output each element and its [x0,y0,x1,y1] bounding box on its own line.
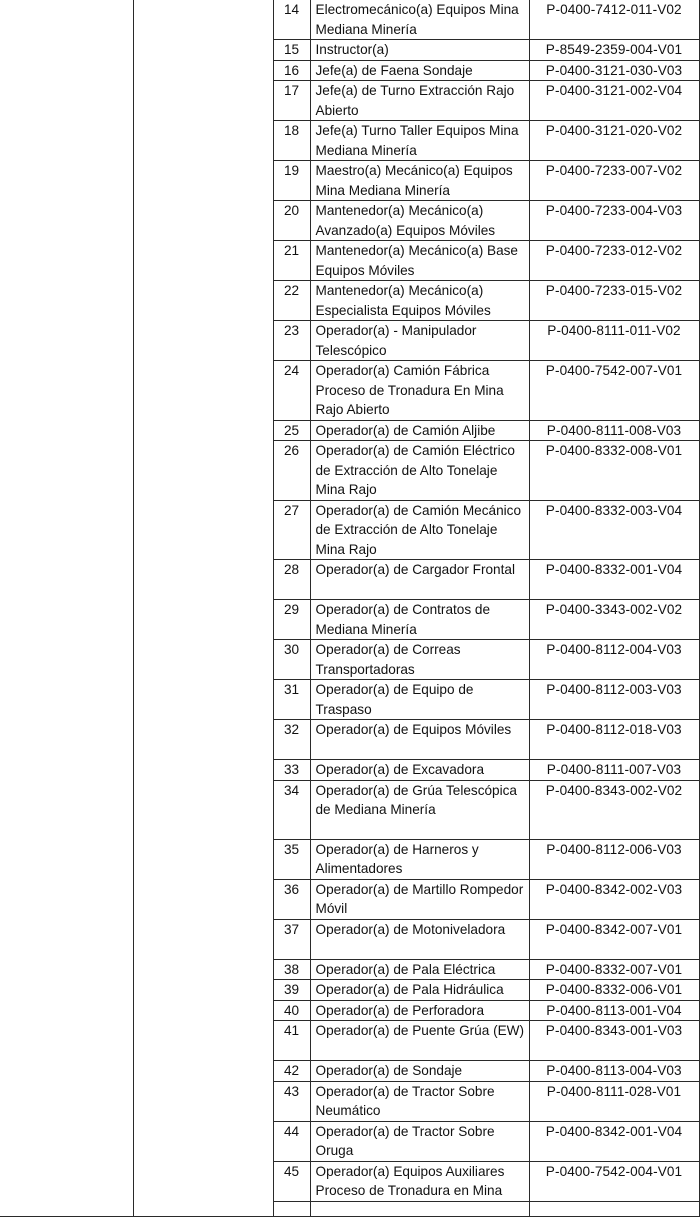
profile-title: Maestro(a) Mecánico(a) Equipos Mina Mediana Minería [310,161,529,201]
row-number: 34 [273,780,310,839]
profile-code: P-8549-2359-004-V01 [529,40,699,61]
profile-code: P-0400-8113-001-V04 [529,1000,699,1021]
profile-title: Operador(a) de Perforadora [310,1000,529,1021]
profile-title: Operador(a) de Pala Hidráulica [310,980,529,1001]
profile-code: P-0400-8112-004-V03 [529,640,699,680]
profile-code: P-0400-8112-018-V03 [529,720,699,760]
profile-title: Operador(a) de Contratos de Mediana Minería [310,600,529,640]
row-number: 22 [273,281,310,321]
profile-code: P-0400-8111-008-V03 [529,420,699,441]
profile-title: Operador(a) de Camión Aljibe [310,420,529,441]
profile-title: Operador(a) de Pala Eléctrica [310,959,529,980]
profile-code: P-0400-8332-001-V04 [529,560,699,600]
row-number: 23 [273,321,310,361]
profile-title: Operador(a) de Equipo de Traspaso [310,680,529,720]
profile-code: P-0400-3121-002-V04 [529,81,699,121]
profile-title: Operador(a) de Camión Eléctrico de Extracción de Alto Tonelaje Mina Rajo [310,441,529,501]
profile-code: P-0400-8343-001-V03 [529,1021,699,1061]
profile-title: Operador(a) de Harneros y Alimentadores [310,839,529,879]
row-number: 17 [273,81,310,121]
row-number: 20 [273,201,310,241]
row-number: 35 [273,839,310,879]
row-number: 15 [273,40,310,61]
profile-code: P-0400-8111-007-V03 [529,760,699,781]
profile-title: Operador(a) de Tractor Sobre Oruga [310,1121,529,1161]
profile-title: Operador(a) de Martillo Rompedor Móvil [310,879,529,919]
continuation-cell [273,1201,310,1216]
row-number: 43 [273,1081,310,1121]
profile-code: P-0400-7542-004-V01 [529,1161,699,1201]
profile-title: Jefe(a) de Turno Extracción Rajo Abierto [310,81,529,121]
profile-title: Operador(a) de Puente Grúa (EW) [310,1021,529,1061]
row-number: 41 [273,1021,310,1061]
row-number: 25 [273,420,310,441]
empty-cell-left [0,0,133,1216]
profile-title: Mantenedor(a) Mecánico(a) Avanzado(a) Equipos Móviles [310,201,529,241]
profile-title: Instructor(a) [310,40,529,61]
profile-title: Operador(a) Camión Fábrica Proceso de Tronadura En Mina Rajo Abierto [310,361,529,421]
profile-title: Operador(a) de Tractor Sobre Neumático [310,1081,529,1121]
row-number: 18 [273,121,310,161]
profile-title: Operador(a) de Equipos Móviles [310,720,529,760]
profile-code: P-0400-3121-030-V03 [529,60,699,81]
row-number: 39 [273,980,310,1001]
profile-code: P-0400-7233-007-V02 [529,161,699,201]
row-number: 29 [273,600,310,640]
row-number: 19 [273,161,310,201]
profile-title: Mantenedor(a) Mecánico(a) Base Equipos Móviles [310,241,529,281]
empty-cell-middle [133,0,273,1216]
profile-code: P-0400-7233-015-V02 [529,281,699,321]
row-number: 14 [273,0,310,40]
row-number: 24 [273,361,310,421]
row-number: 38 [273,959,310,980]
row-number: 40 [273,1000,310,1021]
profile-code: P-0400-7542-007-V01 [529,361,699,421]
row-number: 36 [273,879,310,919]
row-number: 44 [273,1121,310,1161]
profile-title: Jefe(a) de Faena Sondaje [310,60,529,81]
profile-code: P-0400-7412-011-V02 [529,0,699,40]
profile-code: P-0400-3121-020-V02 [529,121,699,161]
profile-code: P-0400-3343-002-V02 [529,600,699,640]
row-number: 28 [273,560,310,600]
row-number: 45 [273,1161,310,1201]
continuation-cell [310,1201,529,1216]
profile-title: Jefe(a) Turno Taller Equipos Mina Mediana Minería [310,121,529,161]
row-number: 21 [273,241,310,281]
row-number: 32 [273,720,310,760]
row-number: 31 [273,680,310,720]
profile-title: Operador(a) Equipos Auxiliares Proceso de Tronadura en Mina [310,1161,529,1201]
profile-title: Operador(a) de Motoniveladora [310,919,529,959]
profile-code: P-0400-8113-004-V03 [529,1061,699,1082]
profile-code: P-0400-8332-003-V04 [529,500,699,560]
profile-code: P-0400-8342-007-V01 [529,919,699,959]
profile-code: P-0400-8332-006-V01 [529,980,699,1001]
row-number: 16 [273,60,310,81]
profile-code: P-0400-7233-012-V02 [529,241,699,281]
profile-code: P-0400-8112-003-V03 [529,680,699,720]
profile-title: Mantenedor(a) Mecánico(a) Especialista Equipos Móviles [310,281,529,321]
profile-code: P-0400-7233-004-V03 [529,201,699,241]
profile-title: Operador(a) - Manipulador Telescópico [310,321,529,361]
continuation-cell [529,1201,699,1216]
profile-code: P-0400-8342-002-V03 [529,879,699,919]
profile-code: P-0400-8112-006-V03 [529,839,699,879]
row-number: 26 [273,441,310,501]
profile-title: Operador(a) de Correas Transportadoras [310,640,529,680]
profile-title: Operador(a) de Camión Mecánico de Extracción de Alto Tonelaje Mina Rajo [310,500,529,560]
table-row [0,0,699,40]
profile-title: Operador(a) de Sondaje [310,1061,529,1082]
profile-code: P-0400-8343-002-V02 [529,780,699,839]
row-number: 27 [273,500,310,560]
profile-code: P-0400-8111-028-V01 [529,1081,699,1121]
profile-code: P-0400-8332-008-V01 [529,441,699,501]
profile-title: Electromecánico(a) Equipos Mina Mediana Minería [310,0,529,40]
profile-title: Operador(a) de Grúa Telescópica de Mediana Minería [310,780,529,839]
profile-title: Operador(a) de Excavadora [310,760,529,781]
profile-code: P-0400-8111-011-V02 [529,321,699,361]
profile-code: P-0400-8342-001-V04 [529,1121,699,1161]
row-number: 42 [273,1061,310,1082]
row-number: 33 [273,760,310,781]
row-number: 37 [273,919,310,959]
row-number: 30 [273,640,310,680]
profile-code: P-0400-8332-007-V01 [529,959,699,980]
profile-title: Operador(a) de Cargador Frontal [310,560,529,600]
